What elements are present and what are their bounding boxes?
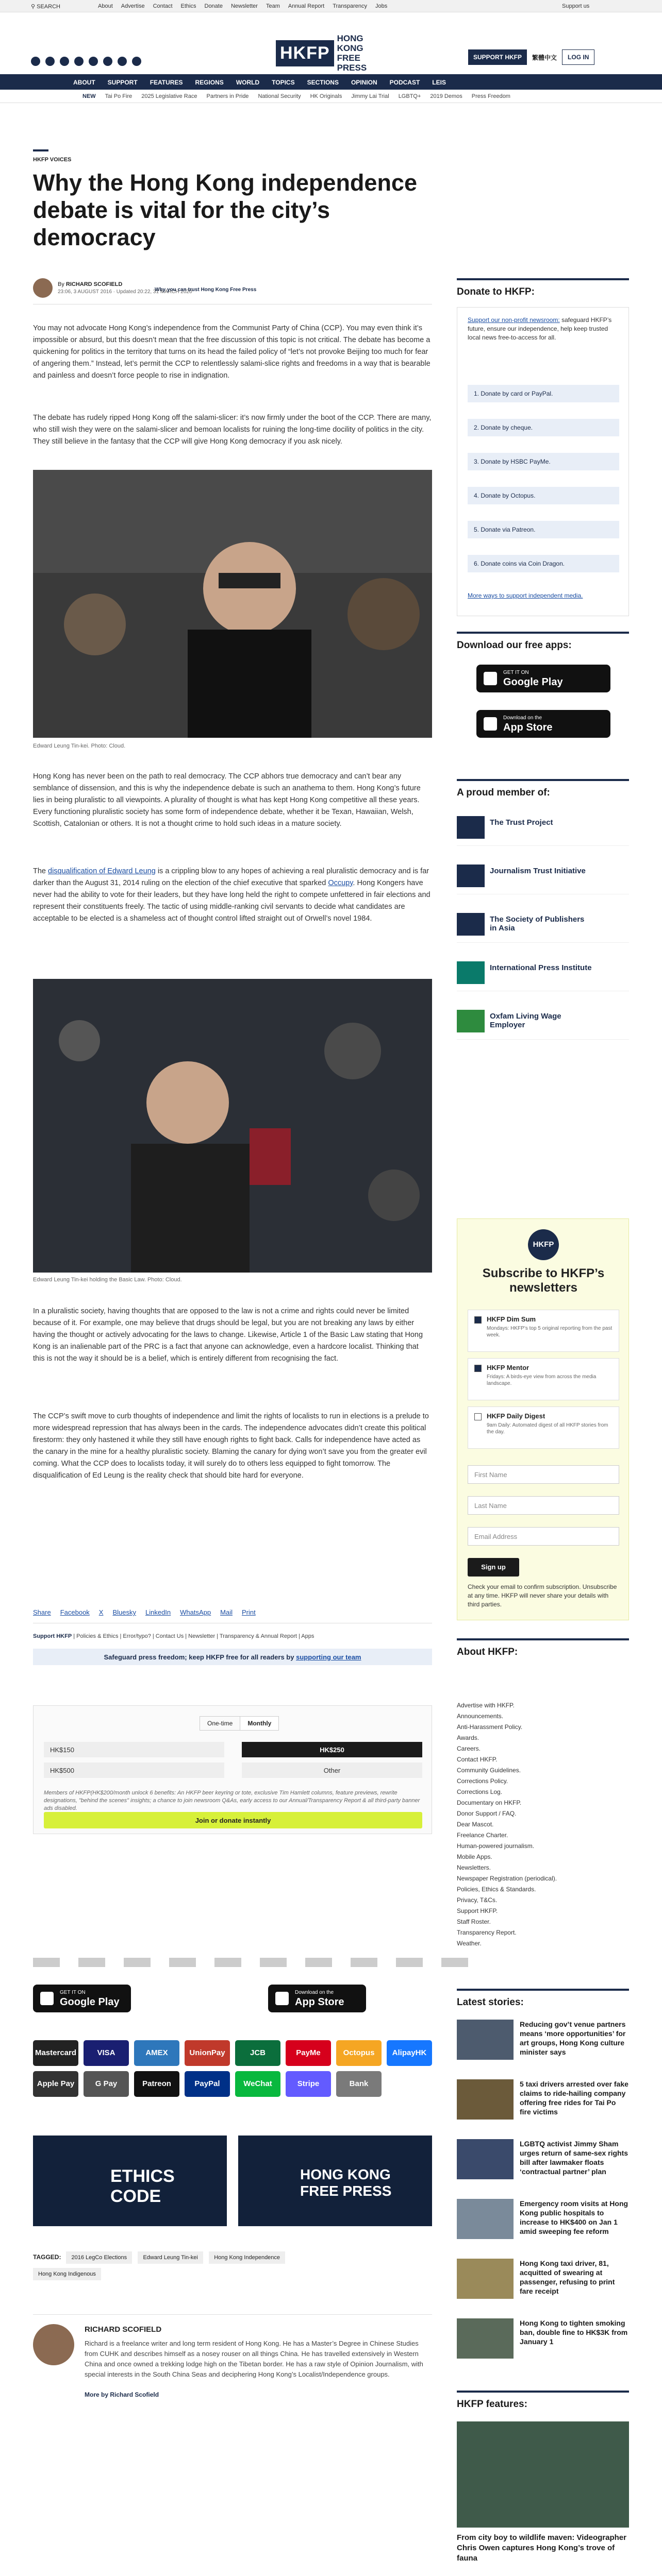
nav-item[interactable]: PODCAST [389,79,420,86]
member-logo[interactable] [457,954,629,991]
member-logo-mark [457,1010,485,1032]
about-link[interactable]: Anti-Harassment Policy. [457,1723,523,1731]
top-utility-bar [0,0,662,12]
about-link[interactable]: Corrections Policy. [457,1777,508,1785]
about-link[interactable]: Advertise with HKFP. [457,1702,515,1709]
trending-link[interactable]: Press Freedom [471,93,510,99]
tab-monthly[interactable]: Monthly [240,1717,278,1730]
nav-item[interactable]: WORLD [236,79,260,86]
about-link[interactable]: Human-powered journalism. [457,1842,535,1850]
member-logo-mark [457,961,485,984]
logo-mark: HKFP [276,40,334,66]
latest-story[interactable] [457,2199,629,2256]
support-hkfp-button[interactable]: SUPPORT HKFP [468,49,527,65]
donate-option[interactable]: 1. Donate by card or PayPal. [468,385,619,402]
share-print[interactable]: Print [241,1608,256,1616]
about-links [457,1700,629,1949]
about-link[interactable]: Corrections Log. [457,1788,503,1795]
support-banner[interactable]: HONG KONG FREE PRESS [238,2136,432,2226]
share-whatsapp[interactable]: WhatsApp [180,1608,211,1616]
member-logo-mark [457,816,485,839]
sidebar-heading: HKFP features: [457,2391,629,2410]
payment-logo: Apple Pay [33,2071,78,2097]
donation-widget [33,1705,432,1834]
share-mail[interactable]: Mail [220,1608,233,1616]
member-logo[interactable] [457,809,629,846]
apple-icon [275,1992,289,2005]
utility-link[interactable]: Transparency [333,3,368,9]
donate-option[interactable]: 4. Donate by Octopus. [468,487,619,504]
linkedin-icon[interactable] [89,57,98,66]
about-link[interactable]: Documentary on HKFP. [457,1799,522,1806]
utility-link[interactable]: Donate [204,3,223,9]
occupy-link[interactable]: Occupy [328,879,353,887]
sidebar-heading: About HKFP: [457,1638,629,1658]
utility-link[interactable]: Newsletter [230,3,258,9]
category-rule [33,149,48,151]
about-link[interactable]: Dear Mascot. [457,1821,494,1828]
article-photo[interactable] [33,470,432,738]
story-thumbnail [457,2020,514,2060]
tag[interactable]: Edward Leung Tin-kei [138,2251,203,2264]
google-play-icon [40,1992,54,2005]
latest-story[interactable] [457,2318,629,2375]
article-photo[interactable] [33,979,432,1273]
about-link[interactable]: Transparency Report. [457,1929,517,1936]
payment-logo: PayMe [286,2040,331,2066]
member-logo[interactable] [457,906,629,943]
member-logo-mark [457,913,485,936]
payment-logo: PayPal [185,2071,230,2097]
about-link[interactable]: Weather. [457,1940,482,1947]
tag[interactable]: 2016 LegCo Elections [66,2251,132,2264]
social-icons [31,57,141,66]
latest-story[interactable] [457,2259,629,2315]
new-badge: NEW [82,93,96,99]
newsletter-option[interactable] [468,1406,619,1449]
store-big-label: Google Play [503,676,563,688]
byline-author: By RICHARD SCOFIELD [58,281,123,287]
payment-logo: JCB [235,2040,280,2066]
payment-logo: G Pay [84,2071,129,2097]
signup-button[interactable]: Sign up [468,1558,519,1577]
partner-logo [169,1958,196,1967]
store-small-label: GET IT ON [503,670,529,675]
youtube-icon[interactable] [74,57,84,66]
checkbox-checked[interactable] [474,1316,482,1324]
about-link[interactable]: Policies, Ethics & Standards. [457,1886,536,1893]
payment-logo: Octopus [336,2040,382,2066]
newsletter-option[interactable] [468,1358,619,1400]
google-play-button[interactable] [476,665,610,692]
trending-link[interactable]: 2025 Legislative Race [141,93,197,99]
threads-icon[interactable] [103,57,112,66]
member-name: The Society of Publishers in Asia [490,915,585,933]
nav-item[interactable]: REGIONS [195,79,224,86]
whatsapp-icon[interactable] [132,57,141,66]
join-donate-button[interactable]: Join or donate instantly [44,1812,422,1828]
about-link[interactable]: Donor Support / FAQ. [457,1810,517,1817]
paragraph: You may not advocate Hong Kong’s independence from the Communist Party of China (CCP). You may even think it’s impossible or absurd, but this doesn’t mean that the free discussion of this topic is not critical. The debate has become a quickening for politics in the territory that turns on its head the failed policy of “let’s not provoke Beijing too much for fear of angering them.” Instead, let’s permit the CCP to relentlessly salami-slice rights and freedoms in a way that is bearable and painless and doesn’t force people to rise in indignation. [33,324,431,380]
paragraph [33,866,432,925]
trending-link[interactable]: National Security [258,93,301,99]
payment-logo: UnionPay [185,2040,230,2066]
nav-item[interactable]: LEIS [432,79,446,86]
band-text: Safeguard press freedom; keep HKFP free for all readers by [104,1653,296,1661]
feature-card[interactable] [457,2421,629,2564]
partner-logo [305,1958,332,1967]
tag[interactable]: Hong Kong Independence [209,2251,285,2264]
story-title: Emergency room visits at Hong Kong public hospitals to increase to HK$400 on Jan 1 amid sweeping fee reform [520,2199,628,2235]
newsletter-desc: Fridays: A birds-eye view from across the media landscape. [487,1374,597,1386]
share-link[interactable]: Share [33,1608,51,1616]
donate-option[interactable]: 6. Donate coins via Coin Dragon. [468,555,619,572]
article-title: Why the Hong Kong independence debate is vital for the city’s democracy [33,170,417,250]
utility-link[interactable]: Contact [153,3,173,9]
store-big-label: Google Play [60,1996,120,2008]
more-by-author-link[interactable]: More by Richard Scofield [85,2391,159,2398]
nav-item[interactable]: OPINION [351,79,377,86]
sidebar-heading: Latest stories: [457,1989,629,2008]
about-link[interactable]: Mobile Apps. [457,1853,492,1860]
donate-option[interactable]: 5. Donate via Patreon. [468,521,619,538]
footer-links-text[interactable]: | Policies & Ethics | Error/typo? | Contact Us | Newsletter | Transparency & Annual Report | Apps [72,1633,315,1639]
latest-story[interactable] [457,2020,629,2076]
about-link[interactable]: Careers. [457,1745,481,1752]
newsletter-box [457,1218,629,1620]
tab-one-time[interactable]: One-time [207,1720,233,1727]
article-footer-links[interactable] [33,1633,314,1639]
newsletter-fineprint: Check your email to confirm subscription. Unsubscribe at any time. HKFP will never share your details with third parties. [468,1583,617,1608]
author-bio: Richard is a freelance writer and long term resident of Hong Kong. He has a Master’s Degree in Chinese Studies from CUHK and describes himself as a nosey rouser on all things China. He has travelled extensively in Western China and once owned a trekking lodge high on the Tibetan border. He has a raw style of Opinion Journalism, with special interests in the South China Seas and deciphering Hong Kong’s Localist/Independence groups. [85,2340,423,2378]
tags-label: TAGGED: [33,2253,61,2261]
story-title: Hong Kong taxi driver, 81, acquitted of swearing at passenger, refusing to print fare receipt [520,2259,615,2295]
trending-link[interactable]: HK Originals [310,93,342,99]
newsletter-icon: HKFP [528,1229,559,1260]
story-thumbnail [457,2079,514,2120]
utility-link[interactable]: Ethics [180,3,196,9]
about-link[interactable]: Staff Roster. [457,1918,491,1925]
payment-logo: WeChat [235,2071,280,2097]
story-thumbnail [457,2139,514,2179]
story-thumbnail [457,2259,514,2299]
membership-benefits: Members of HKFP(HK$200/month unlock 6 benefits: An HKFP beer keyring or tote, exclusive Tim Hamlett columns, feature previews, rewrite designations, "behind the scenes" insights; a chance to join newsroom Q&As, early access to our Annual/Transparency Report & all third-party banner ads disabled. [44,1790,420,1811]
story-title: Reducing gov’t venue partners means ‘more opportunities’ for art groups, Hong Kong culture minister says [520,2020,626,2056]
newsletter-name: HKFP Mentor [487,1364,529,1371]
header-actions [468,49,594,65]
donate-box [457,307,629,616]
trending-link[interactable]: Partners in Pride [206,93,249,99]
partner-logo [33,1958,60,1967]
language-link[interactable]: 繁體中文 [532,54,557,61]
app-store-button[interactable] [268,1985,366,2012]
payment-logo: Mastercard [33,2040,78,2066]
paragraph: Hong Kong has never been on the path to real democracy. The CCP abhors true democracy and can’t bear any semblance of dissension, and this is why the independence debate is such an anathema to them. Hong Kong’s future lies in being pluralistic to all viewpoints. A plurality of thought is what has kept Hong Kong competitive all these years. Every functioning pluralistic society has some form of independence debate, whether it be Texan, Hawaiian, Welsh, Scottish, Catalonian or others. It is not a thought crime to hold such ideas in a mature society. [33,772,421,828]
amount-option[interactable]: HK$150 [44,1742,224,1757]
more-ways-link[interactable]: More ways to support independent media. [468,592,583,599]
email-input[interactable]: Email Address [468,1527,619,1546]
amount-option-selected[interactable]: HK$250 [242,1742,422,1757]
trending-link[interactable]: 2019 Demos [430,93,462,99]
trending-link[interactable]: Jimmy Lai Trial [351,93,389,99]
support-us-link[interactable]: Support us [562,3,590,9]
latest-story[interactable] [457,2139,629,2196]
about-link[interactable]: Privacy, T&Cs. [457,1896,498,1904]
about-link[interactable]: Contact HKFP. [457,1756,498,1763]
story-thumbnail [457,2318,514,2359]
donate-option[interactable]: 2. Donate by cheque. [468,419,619,436]
utility-link[interactable]: About [98,3,113,9]
facebook-icon[interactable] [31,57,40,66]
logo-text: HONG KONG FREE PRESS [337,33,367,73]
newsletter-name: HKFP Dim Sum [487,1315,536,1323]
donate-option[interactable]: 3. Donate by HSBC PayMe. [468,453,619,470]
feature-image [457,2421,629,2528]
nav-item[interactable]: FEATURES [150,79,183,86]
photo-illustration [33,470,432,738]
article-category[interactable]: HKFP VOICES [33,157,72,163]
nav-item[interactable]: SUPPORT [107,79,138,86]
partner-logo [396,1958,423,1967]
utility-link[interactable]: Annual Report [288,3,325,9]
story-title: Hong Kong to tighten smoking ban, double fine to HK$3K from January 1 [520,2319,628,2346]
member-name: International Press Institute [490,963,592,972]
text-run: . Hong Kongers have never had the ability to vote for their leaders, but they have long held the right to compete unfettered in fair elections and represent their constituents freely. The tactic of using middle-ranking civil servants to decide what candidates are acceptable to be elected is a shameless act of thought control lifted straight out of Orwell’s novel 1984. [33,879,431,923]
share-x[interactable]: X [98,1608,104,1616]
newsletter-desc: 9am Daily: Automated digest of all HKFP stories from the day. [487,1422,608,1435]
instagram-icon[interactable] [60,57,69,66]
x-icon[interactable] [45,57,55,66]
app-store-button[interactable] [476,710,610,738]
support-team-link[interactable]: supporting our team [296,1653,361,1661]
paragraph: The CCP’s swift move to curb thoughts of independence and limit the rights of localists to run in elections is a prelude to more widespread repression that has always been in the cards. The independence advocates didn’t create this political firestorm: they only hastened it while they still have enough rights to fight back. Calls for independence have acted as the canary in the mine for a healthy pluralistic society. Blaming the canary for dying won’t save you from the greater evil coming. What the CCP does to localists today, it will surely do to others less equipped to fight tomorrow. The disqualification of Ed Leung is the reality check that should bite hard for everyone. [33,1412,429,1480]
about-link[interactable]: Newspaper Registration (periodical). [457,1875,557,1882]
photo-illustration [33,979,432,1273]
support-band [33,1649,432,1665]
donate-intro [468,316,619,342]
share-linkedin[interactable]: LinkedIn [145,1608,171,1616]
photo-caption: Edward Leung Tin-kei holding the Basic Law. Photo: Cloud. [33,1277,182,1283]
utility-link[interactable]: Jobs [375,3,388,9]
ethics-banner[interactable]: ETHICS CODE [33,2136,227,2226]
text-run: The [33,867,48,875]
last-name-input[interactable]: Last Name [468,1496,619,1515]
tags [33,2251,289,2284]
promo-banners [33,2136,432,2226]
amount-other[interactable]: Other [242,1762,422,1778]
share-links [33,1608,256,1616]
photo-caption: Edward Leung Tin-kei. Photo: Cloud. [33,743,126,749]
newsletter-title: Subscribe to HKFP’s newsletters [482,1266,605,1295]
partner-logo [124,1958,151,1967]
utility-links [98,3,387,9]
amount-option[interactable]: HK$500 [44,1762,224,1778]
payment-logo: Stripe [286,2071,331,2097]
partner-logo [78,1958,105,1967]
author-avatar[interactable] [33,278,53,298]
author-name[interactable]: RICHARD SCOFIELD [65,281,123,287]
footer-lead[interactable]: Support HKFP [33,1633,72,1639]
story-thumbnail [457,2199,514,2239]
store-small-label: Download on the [295,1990,334,1995]
nav-item[interactable]: TOPICS [272,79,295,86]
store-big-label: App Store [295,1996,344,2008]
payment-methods [33,2071,432,2097]
paragraph: The debate has rudely ripped Hong Kong off the salami-slicer: it’s now firmly under the boot of the CCP. There are many, who still wish they were on the salami-slicer and bemoan localists for ruining the long-time docility of politics in the city. They still believe in the fantasy that the CCP will give Hong Kong democracy if you ask nicely. [33,414,432,446]
login-button[interactable]: LOG IN [562,49,594,65]
trending-link[interactable]: LGBTQ+ [398,93,421,99]
member-logo[interactable] [457,1003,629,1040]
story-title: 5 taxi drivers arrested over fake claims to ride-hailing company offering free rides for Tai Po fire victims [520,2080,628,2116]
newsletter-name: HKFP Daily Digest [487,1412,545,1420]
trust-link[interactable]: Why you can trust Hong Kong Free Press [155,287,257,293]
apple-icon [484,717,497,731]
site-header [0,12,662,74]
store-big-label: App Store [503,722,553,733]
member-name: Oxfam Living Wage Employer [490,1012,561,1029]
disqualification-link[interactable]: disqualification of Edward Leung [48,867,156,875]
about-link[interactable]: Newsletters. [457,1864,491,1871]
story-title: LGBTQ activist Jimmy Sham urges return of same-sex rights bill after lawmaker floats ‘contractual partner’ plan [520,2140,628,2176]
tag[interactable]: Hong Kong Indigenous [33,2268,101,2280]
frequency-toggle [200,1716,279,1731]
member-name: Journalism Trust Initiative [490,867,586,875]
partner-logo [214,1958,241,1967]
store-small-label: GET IT ON [60,1990,86,1995]
share-bluesky[interactable]: Bluesky [112,1608,136,1616]
trending-link[interactable]: Tai Po Fire [105,93,133,99]
checkbox-checked[interactable] [474,1365,482,1372]
about-link[interactable]: Community Guidelines. [457,1767,521,1774]
payment-logo: Patreon [134,2071,179,2097]
telegram-icon[interactable] [118,57,127,66]
share-facebook[interactable]: Facebook [60,1608,90,1616]
store-small-label: Download on the [503,715,542,721]
about-link[interactable]: Awards. [457,1734,479,1741]
sidebar-heading: Download our free apps: [457,632,629,651]
trending-bar [0,90,662,103]
member-logo[interactable] [457,857,629,894]
payment-logo: Bank [336,2071,382,2097]
partner-logo [441,1958,468,1967]
donate-intro-text: safeguard HKFP’s future, ensure our independence, help keep trusted local news free-to-access for all. [468,316,612,341]
payment-logo: AlipayHK [387,2040,432,2066]
paragraph: In a pluralistic society, having thoughts that are opposed to the law is not a crime and rights could never be limited because of it. For example, one may believe that drugs should be legal, but you are not breaking any laws by either having the thought or actively advocating for the laws to change. Likewise, Article 1 of the Basic Law stating that Hong Kong is an inalienable part of the PRC is a fact that anyone can acknowledge, even a hardcore localist. Thinking that this is not the way it should be is a belief, which is entirely different from recognising the fact. [33,1307,423,1363]
utility-link[interactable]: Advertise [121,3,145,9]
partner-logos [33,1958,468,1967]
text-run: is a crippling blow to any hopes of achieving a real pluralistic democracy and is far darker than the August 31, 2014 ruling on the election of the chief executive that sparked [33,867,429,887]
about-link[interactable]: Freelance Charter. [457,1832,508,1839]
payment-methods [33,2040,432,2066]
newsletter-option[interactable] [468,1310,619,1352]
latest-story[interactable] [457,2079,629,2136]
partner-logo [260,1958,287,1967]
site-logo[interactable] [276,33,386,73]
donate-intro-link[interactable]: Support our non-profit newsroom: [468,316,560,324]
payment-logo: AMEX [134,2040,179,2066]
sidebar-heading: Donate to HKFP: [457,278,629,298]
nav-item[interactable]: SECTIONS [307,79,339,86]
utility-link[interactable]: Team [266,3,280,9]
author-photo[interactable] [33,2324,74,2365]
member-name: The Trust Project [490,818,553,827]
google-play-icon [484,672,497,685]
about-link[interactable]: Announcements. [457,1713,504,1720]
feature-title: From city boy to wildlife maven: Videographer Chris Owen captures Hong Kong’s trove of fauna [457,2533,626,2563]
member-logo-mark [457,865,485,887]
nav-item[interactable]: ABOUT [73,79,95,86]
search-label: SEARCH [37,4,60,10]
sidebar-heading: A proud member of: [457,779,629,799]
partner-logo [351,1958,377,1967]
payment-logo: VISA [84,2040,129,2066]
main-nav [0,74,662,90]
checkbox[interactable] [474,1413,482,1420]
author-box-name[interactable]: RICHARD SCOFIELD [85,2325,162,2334]
about-link[interactable]: Support HKFP. [457,1907,498,1914]
newsletter-desc: Mondays: HKFP’s top 5 original reporting from the past week. [487,1326,613,1338]
first-name-input[interactable]: First Name [468,1465,619,1484]
author-box [33,2314,432,2402]
search-link[interactable]: ⚲ SEARCH [31,4,60,10]
google-play-button[interactable] [33,1985,131,2012]
article-date: 23:06, 3 AUGUST 2016 · Updated 20:22, 31 MARCH 2020 [58,289,192,295]
